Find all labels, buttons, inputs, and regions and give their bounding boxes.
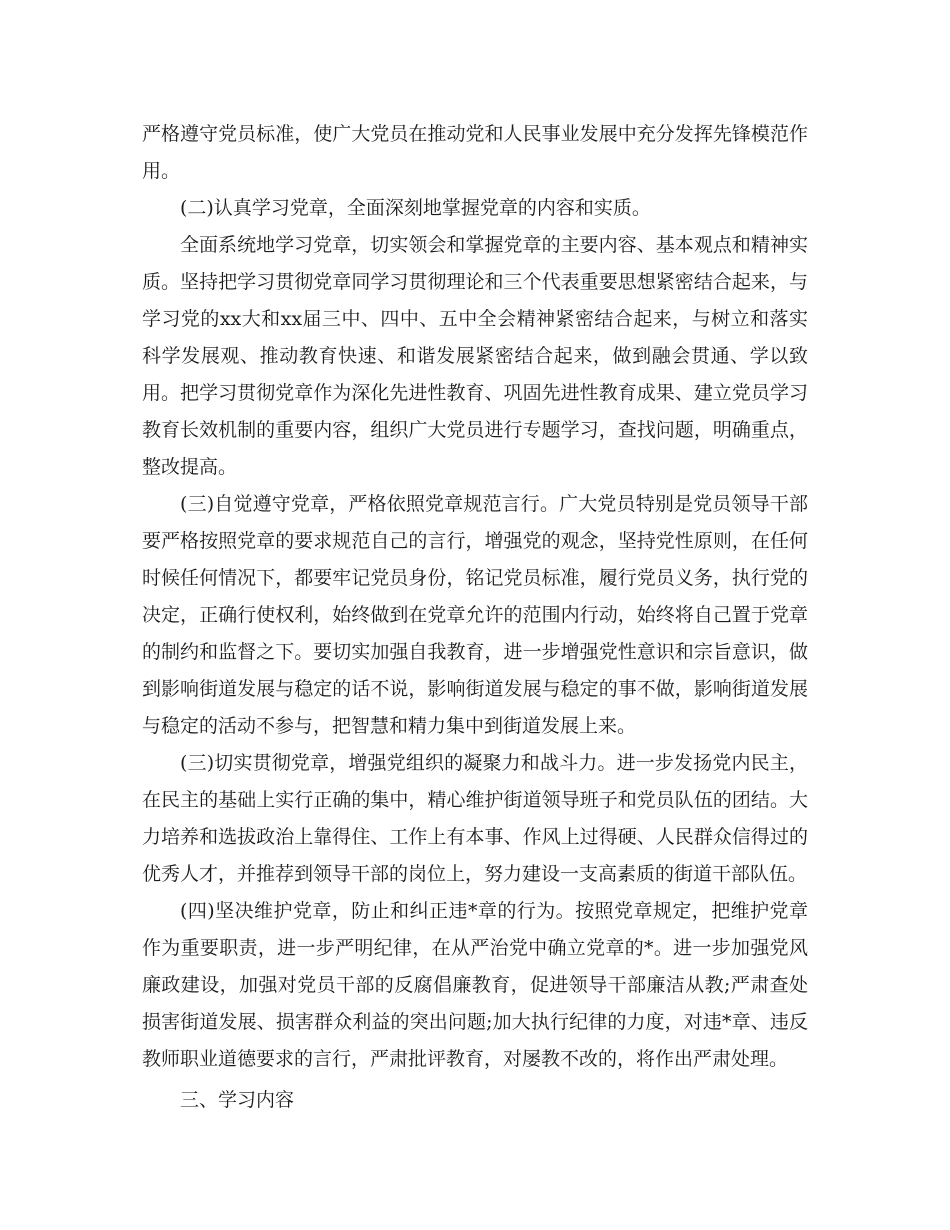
paragraph-section-4-defend: (四)坚决维护党章，防止和纠正违*章的行为。按照党章规定，把维护党章作为重要职责，进一步严明纪律，在从严治党中确立党章的*。进一步加强党风廉政建设，加强对党员干部的反腐倡廉教育，促进领导干部廉洁从教;严肃查处损害街道发展、损害群众利益的突出问题;加大执行纪律的力度，对违*章、违反教师职业道德要求的言行，严肃批评教育，对屡教不改的，将作出严肃处理。: [142, 900, 808, 1070]
section-heading-study-content: 三、学习内容: [180, 1089, 295, 1111]
paragraph-study-party-constitution: 全面系统地学习党章，切实领会和掌握党章的主要内容、基本观点和精神实质。坚持把学习贯彻党章同学习贯彻理论和三个代表重要思想紧密结合起来，与学习党的xx大和xx届三中、四中、五中全会精神紧密结合起来，与树立和落实科学发展观、推动教育快速、和谐发展紧密结合起来，做到融会贯通、学以致用。把学习贯彻党章作为深化先进性教育、巩固先进性教育成果、建立党员学习教育长效机制的重要内容，组织广大党员进行专题学习，查找问题，明确重点，整改提高。: [142, 234, 808, 478]
paragraph-section-2-heading: (二)认真学习党章，全面深刻地掌握党章的内容和实质。: [180, 197, 651, 219]
paragraph-section-3-implement: (三)切实贯彻党章，增强党组织的凝聚力和战斗力。进一步发扬党内民主，在民主的基础上实行正确的集中，精心维护街道领导班子和党员队伍的团结。大力培养和选拔政治上靠得住、工作上有本事、作风上过得硬、人民群众信得过的优秀人才，并推荐到领导干部的岗位上，努力建设一支高素质的街道干部队伍。: [142, 752, 808, 885]
document-page: [142, 116, 808, 1119]
paragraph-section-3-observe: (三)自觉遵守党章，严格依照党章规范言行。广大党员特别是党员领导干部要严格按照党章的要求规范自己的言行，增强党的观念，坚持党性原则，在任何时候任何情况下，都要牢记党员身份，铭记党员标准，履行党员义务，执行党的决定，正确行使权利，始终做到在党章允许的范围内行动，始终将自己置于党章的制约和监督之下。要切实加强自我教育，进一步增强党性意识和宗旨意识，做到影响街道发展与稳定的话不说，影响街道发展与稳定的事不做，影响街道发展与稳定的活动不参与，把智慧和精力集中到街道发展上来。: [142, 493, 808, 737]
paragraph-continuation: 严格遵守党员标准，使广大党员在推动党和人民事业发展中充分发挥先锋模范作用。: [142, 123, 808, 182]
